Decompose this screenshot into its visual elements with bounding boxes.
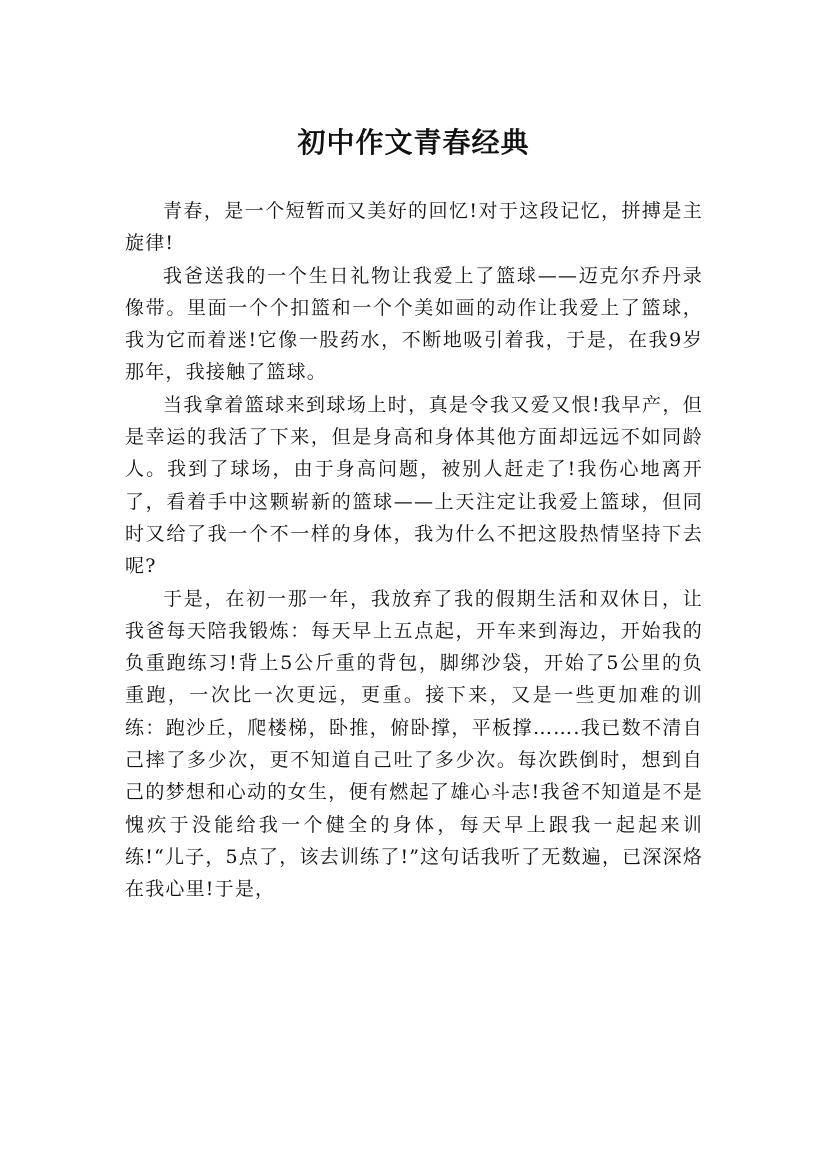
document-title: 初中作文青春经典	[297, 125, 530, 159]
paragraph-3: 当我拿着篮球来到球场上时，真是令我又爱又恨!我早产，但是幸运的我活了下来，但是身高和身体其他方面却远远不如同龄人。我到了球场，由于身高问题，被别人赶走了!我伤心地离开了，看着手中这颗崭新的篮球——上天注定让我爱上篮球，但同时又给了我一个不一样的身体，我为什么不把这股热情坚持下去呢?	[125, 393, 703, 578]
document-body	[125, 195, 703, 906]
paragraph-4: 于是，在初一那一年，我放弃了我的假期生活和双休日，让我爸每天陪我锻炼：每天早上五点起，开车来到海边，开始我的负重跑练习!背上5公斤重的背包，脚绑沙袋，开始了5公里的负重跑，一次比一次更远，更重。接下来，又是一些更加难的训练：跑沙丘，爬楼梯，卧推，俯卧撑，平板撑…….我已数不清自己摔了多少次，更不知道自己吐了多少次。每次跌倒时，想到自己的梦想和心动的女生，便有燃起了雄心斗志!我爸不知道是不是愧疚于没能给我一个健全的身体，每天早上跟我一起起来训练!“儿子，5点了，该去训练了!”这句话我听了无数遍，已深深烙在我心里!于是，	[125, 587, 703, 901]
paragraph-1: 青春，是一个短暂而又美好的回忆!对于这段记忆，拼搏是主旋律!	[125, 200, 703, 255]
paragraph-2: 我爸送我的一个生日礼物让我爱上了篮球——迈克尔乔丹录像带。里面一个个扣篮和一个个美如画的动作让我爱上了篮球，我为它而着迷!它像一股药水，不断地吸引着我，于是，在我9岁那年，我接触了篮球。	[125, 264, 703, 384]
